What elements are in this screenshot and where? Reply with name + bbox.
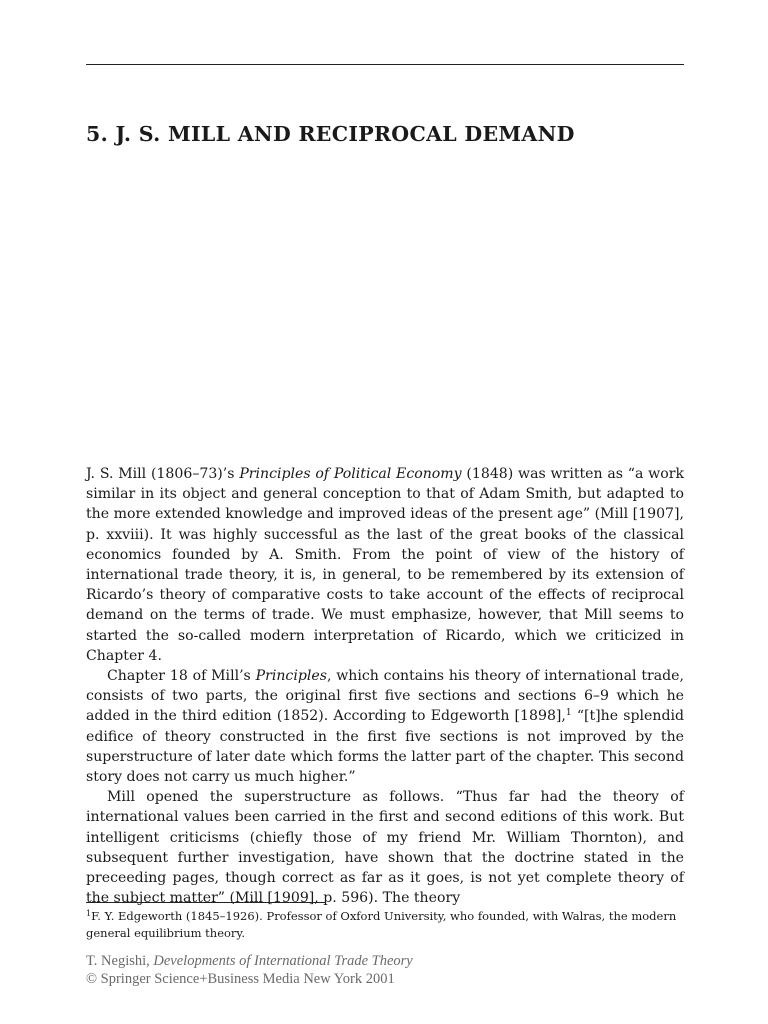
p2-text-a: Chapter 18 of Mill’s (107, 668, 256, 685)
p2-text-d: “[t]he splendid edifice of theory constructed in the first five sections is not improved by the superstructure of later date which forms the latter part of the chapter. This second story does not carry us much higher.” (86, 708, 684, 786)
credit-line-1 (86, 952, 646, 970)
footnote-reference[interactable]: 1 (565, 708, 572, 719)
paragraph-1 (86, 464, 684, 666)
credit-author: T. Negishi, (86, 953, 154, 969)
p2-text-c: , which contains his theory of international trade, consists of two parts, the original first five sections and sections 6–9 which he added in the third edition (1852). According to Edgeworth [1898], (86, 668, 685, 725)
chapter-title: 5. J. S. MILL AND RECIPROCAL DEMAND (86, 122, 575, 146)
p2-book-title: Principles (255, 668, 327, 685)
paragraph-2 (86, 666, 684, 787)
body-text (86, 464, 684, 908)
p1-text-a: J. S. Mill (1806–73)’s (86, 466, 240, 482)
footnote-text: F. Y. Edgeworth (1845–1926). Professor of Oxford University, who founded, with Walras, the modern general equilibrium theory. (86, 909, 677, 940)
credit-book-title: Developments of International Trade Theory (153, 953, 413, 969)
top-rule (86, 64, 684, 65)
p1-book-title: Principles of Political Economy (239, 466, 462, 482)
footnote-marker: 1 (86, 909, 92, 918)
footnote-rule (86, 902, 326, 903)
footnote (86, 908, 696, 941)
paragraph-3: Mill opened the superstructure as follows. “Thus far had the theory of international values been carried in the first and second editions of this work. But intelligent criticisms (chiefly those of my friend Mr. William Thornton), and subsequent further investigation, have shown that the doctrine stated in the preceeding pages, though correct as far as it goes, is not yet complete theory of the subject matter” (Mill [1909], p. 596). The theory (86, 789, 684, 907)
credit-copyright: © Springer Science+Business Media New York 2001 (86, 971, 395, 987)
publication-credit (86, 952, 646, 988)
p1-text-c: (1848) was written as “a work similar in its object and general conception to that of Adam Smith, but adapted to the more extended knowledge and improved ideas of the present age” (Mill [1907], p. xxviii). It was highly successful as the last of the great books of the classical economics founded by A. Smith. From the point of view of the history of international trade theory, it is, in general, to be remembered by its extension of Ricardo’s theory of comparative costs to take account of the effects of reciprocal demand on the terms of trade. We must emphasize, however, that Mill seems to started the so-called modern interpretation of Ricardo, which we criticized in Chapter 4. (86, 466, 684, 664)
